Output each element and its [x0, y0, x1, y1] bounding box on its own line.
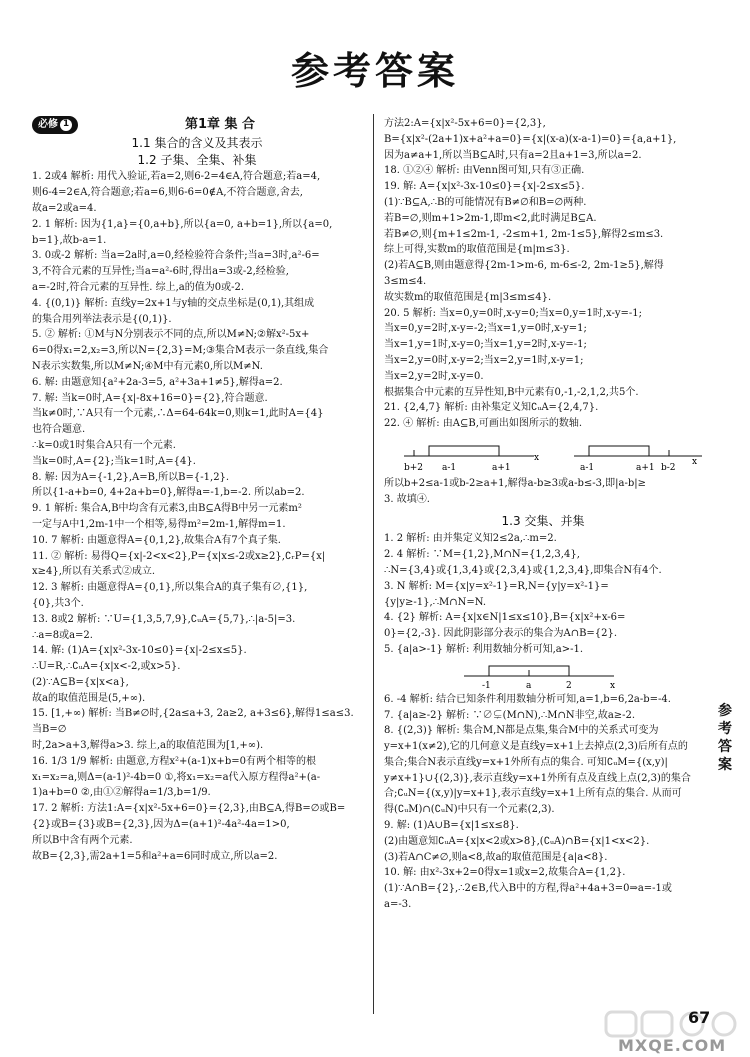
answer-line: 所以B中含有两个元素. — [32, 834, 133, 846]
answer-line: N表示实数集,所以M≠N;④M中有元素0,所以M≠N. — [32, 360, 263, 372]
answer-line: 10. 7 解析: 由题意得A={0,1,2},故集合A有7个真子集. — [32, 534, 281, 546]
answer-line: 2. 4 解析: ∵M={1,2},M∩N={1,2,3,4}, — [384, 549, 580, 561]
answer-line: 8. 解: 因为A={-1,2},A=B,所以B={-1,2}. — [32, 471, 230, 483]
answer-line: {0},共3个. — [32, 597, 84, 609]
answer-line: 一定与A中1,2m-1中一个相等,易得m²=2m-1,解得m=1. — [32, 518, 286, 530]
answer-line: 6. 解: 由题意知{a²+2a-3=5, a²+3a+1≠5},解得a=2. — [32, 376, 283, 388]
answer-line: 1. 2 解析: 由并集定义知2≤2a,∴m=2. — [384, 533, 557, 545]
answer-line: 9. 1 解析: 集合A,B中均含有元素3,由B⊆A得B中另一元素m² — [32, 503, 302, 515]
answer-line: 合;∁ᵤN={(x,y)|y=x+1},表示直线y=x+1上所有点的集合. 从而可 — [384, 788, 682, 800]
answer-line: 3. 0或-2 解析: 当a=2a时,a=0,经检验符合条件;当a=3时,a²-6= — [32, 250, 320, 262]
section-title: 1.3 交集、并集 — [501, 513, 585, 528]
answer-line: x₁=x₂=a,则Δ=(a-1)²-4b=0 ①,将x₁=x₂=a代入原方程得a²+(a- — [32, 771, 321, 783]
answer-line: 则6-4=2∈A,符合题意;若a=6,则6-6=0∉A,不符合题意,舍去, — [32, 187, 303, 199]
answer-line: y=x+1(x≠2),它的几何意义是直线y=x+1上去掉点(2,3)后所有点的 — [384, 741, 688, 753]
answer-list — [384, 692, 702, 913]
answer-list — [384, 476, 702, 508]
answer-line: B={x|x²-(2a+1)x+a²+a=0}={x|(x-a)(x-a-1)=0}={a,a+1}, — [384, 133, 677, 145]
answer-line: 10. 解: 由x²-3x+2=0得x=1或x=2,故集合A={1,2}. — [384, 867, 626, 879]
answer-line: (2)若A⊆B,则由题意得{2m-1>m-6, m-6≤-2, 2m-1≥5},解得3≤m≤4. — [384, 260, 664, 287]
answer-line: ∴N={3,4}或{1,3,4}或{2,3,4}或{1,2,3,4},即集合N有4个. — [384, 564, 662, 576]
answer-line: 1. 2或4 解析: 用代入验证,若a=2,则6-2=4∈A,符合题意;若a=4, — [32, 171, 321, 183]
watermark-text: MXQE.COM — [618, 1036, 727, 1055]
answer-line: 16. 1/3 1/9 解析: 由题意,方程x²+(a-1)x+b=0有两个相等的根 — [32, 755, 317, 767]
page-title: 参考答案 — [290, 49, 459, 93]
answer-line: 1)a+b=0 ②,由①②解得a=1/3,b=1/9. — [32, 787, 211, 799]
answer-line: 6. -4 解析: 结合已知条件利用数轴分析可知,a=1,b=6,2a-b=-4. — [384, 693, 671, 705]
answer-line: 故B={2,3},需2a+1=5和a²+a=6同时成立,所以a=2. — [32, 850, 278, 862]
answer-line: 4. {(0,1)} 解析: 直线y=2x+1与y轴的交点坐标是(0,1),其组成 — [32, 297, 315, 309]
answer-line: 当k≠0时,∵A只有一个元素,∴Δ=64-64k=0,则k=1,此时A={4} — [32, 408, 324, 420]
answer-line: 故a的取值范围是(5,+∞). — [32, 692, 146, 704]
right-column — [384, 116, 702, 913]
answer-line: 9. 解: (1)A∪B={x|1≤x≤8}. — [384, 820, 519, 832]
answer-line: 3,不符合元素的互异性;当a=a²-6时,得出a=3或-2,经检验, — [32, 266, 289, 278]
answer-line: 得(∁ᵤM)∩(∁ᵤN)中只有一个元素(2,3). — [384, 804, 555, 816]
module-badge-label: 必修 — [38, 119, 58, 130]
axis-label: a+1 — [636, 462, 655, 473]
answer-list — [32, 169, 362, 864]
column-divider — [373, 114, 374, 1014]
axis-label: b-2 — [661, 462, 676, 473]
answer-list — [384, 531, 702, 657]
answer-line: y≠x+1}∪{(2,3)},表示直线y=x+1外所有点及直线上点(2,3)的集合 — [384, 772, 691, 784]
axis-label: a-1 — [442, 462, 457, 473]
answer-line: 11. ② 解析: 易得Q={x|-2<x<2},P={x|x≤-2或x≥2},∁ᵣP={x| — [32, 550, 326, 562]
answer-line: 若B≠∅,则{m+1≤2m-1, -2≤m+1, 2m-1≤5},解得2≤m≤3. — [384, 228, 664, 240]
answer-line: 综上可得,实数m的取值范围是{m|m≤3}. — [384, 244, 570, 256]
answer-line: 19. 解: A={x|x²-3x-10≤0}={x|-2≤x≤5}. — [384, 181, 585, 193]
answer-line: {2}或B={3}或B={2,3},因为Δ=(a+1)²-4a²-4a=1>0, — [32, 819, 290, 831]
answer-line: 若B=∅,则m+1>2m-1,即m<2,此时满足B⊆A. — [384, 212, 597, 224]
module-badge-number: 1 — [60, 119, 72, 131]
answer-line: 20. 5 解析: 当x=0,y=0时,x-y=0;当x=0,y=1时,x-y=-1; — [384, 307, 643, 319]
answer-list — [384, 116, 702, 432]
axis-label: x — [534, 452, 540, 463]
answer-line: 22. ④ 解析: 由A⊆B,可画出如图所示的数轴. — [384, 418, 583, 430]
axis-label: a — [526, 680, 532, 690]
answer-line: 18. ①②④ 解析: 由Venn图可知,只有③正确. — [384, 165, 585, 177]
answer-line: (1)∵B⊆A,∴B的可能情况有B≠∅和B=∅两种. — [384, 196, 587, 208]
axis-label: b+2 — [404, 462, 424, 473]
answer-line: 3. N 解析: M={x|y=x²-1}=R,N={y|y=x²-1}={y|y≥-1},∴M∩N=N. — [384, 580, 609, 608]
axis-label: a-1 — [580, 462, 595, 473]
interval-bracket — [429, 446, 499, 456]
answer-line: 4. {2} 解析: A={x|x∈N|1≤x≤10},B={x|x²+x-6= — [384, 612, 626, 624]
axis-label: -1 — [482, 680, 491, 690]
answer-line: 3. 故填④. — [384, 493, 430, 505]
answer-line: (2)由题意知∁ᵤA={x|x<2或x>8},(∁ᵤA)∩B={x|1<x<2}. — [384, 835, 650, 847]
number-line-figure — [384, 660, 702, 690]
answer-line: 所以{1-a+b=0, 4+2a+b=0},解得a=-1,b=-2. 所以ab=2. — [32, 487, 305, 499]
answer-line: 根据集合中元素的互异性知,B中元素有0,-1,-2,1,2,共5个. — [384, 386, 639, 398]
left-column — [32, 116, 362, 864]
answer-line: ∴U=R,∴∁ᵤA={x|x<-2,或x>5}. — [32, 661, 181, 673]
axis-label: x — [610, 680, 616, 690]
answer-line: 8. {(2,3)} 解析: 集合M,N都是点集,集合M中的关系式可变为 — [384, 725, 659, 737]
page-number: 67 — [688, 1008, 711, 1027]
answer-line: ∴k=0或1时集合A只有一个元素. — [32, 439, 176, 451]
answer-line: 因为a≠a+1,所以当B⊆A时,只有a=2且a+1=3,所以a=2. — [384, 149, 642, 161]
answer-line: 14. 解: (1)A={x|x²-3x-10≤0}={x|-2≤x≤5}. — [32, 645, 247, 657]
answer-line: 也符合题意. — [32, 424, 86, 436]
answer-line: 故实数m的取值范围是{m|3≤m≤4}. — [384, 291, 552, 303]
answer-line: 21. {2,4,7} 解析: 由补集定义知∁ᵤA={2,4,7}. — [384, 402, 599, 414]
chapter-title: 第1章 集 合 — [184, 117, 256, 132]
number-line-svg — [384, 660, 702, 690]
answer-line: 12. 3 解析: 由题意得A={0,1},所以集合A的真子集有∅,{1}, — [32, 582, 308, 594]
section-title: 1.2 子集、全集、补集 — [137, 152, 257, 167]
answer-line: 15. [1,+∞) 解析: 当B≠∅时,{2a≤a+3, 2a≥2, a+3≤6},解得1≤a≤3. 当B=∅ — [32, 708, 354, 736]
section-title: 1.1 集合的含义及其表示 — [131, 135, 263, 150]
chapter-header — [32, 116, 362, 134]
answer-line: 17. 2 解析: 方法1:A={x|x²-5x+6=0}={2,3},由B⊆A,得B=∅或B= — [32, 803, 346, 815]
answer-line: 当x=2,y=0时,x-y=2;当x=2,y=1时,x-y=1; — [384, 354, 584, 366]
answer-line: 的集合用列举法表示是{(0,1)}. — [32, 313, 172, 325]
answer-line: 5. {a|a>-1} 解析: 利用数轴分析可知,a>-1. — [384, 643, 584, 655]
answer-line: a=-2时,符合元素的互异性. 综上,a的值为0或-2. — [32, 281, 245, 293]
answer-line: (2)∵A⊆B={x|x<a}, — [32, 676, 129, 688]
answer-line: 集合;集合N表示直线y=x+1外所有点的集合. 可知∁ᵤM={(x,y)| — [384, 756, 668, 768]
answer-line: (1)∵A∩B={2},∴2∈B,代入B中的方程,得a²+4a+3=0⇒a=-1或 — [384, 883, 672, 895]
answer-line: 时,2a>a+3,解得a>3. 综上,a的取值范围为[1,+∞). — [32, 740, 264, 752]
answer-line: 故a=2或a=4. — [32, 202, 97, 214]
answer-line: 当x=1,y=1时,x-y=0;当x=1,y=2时,x-y=-1; — [384, 339, 587, 351]
answer-line: x≥4},所以有关系式②成立. — [32, 566, 156, 578]
answer-line: (3)若A∩C≠∅,则a<8,故a的取值范围是{a|a<8}. — [384, 851, 608, 863]
axis-label: 2 — [566, 680, 572, 690]
answer-line: 方法2:A={x|x²-5x+6=0}={2,3}, — [384, 118, 546, 129]
axis-label: a+1 — [492, 462, 511, 473]
number-line-figure — [384, 434, 702, 474]
answer-line: 13. 8或2 解析: ∵U={1,3,5,7,9},∁ᵤA={5,7},∴|a-5|=3. — [32, 613, 296, 625]
answer-line: 6=0得x₁=2,x₂=3,所以N={2,3}=M;③集合M表示一条直线,集合 — [32, 345, 329, 357]
answer-line: 7. 解: 当k=0时,A={x|-8x+16=0}={2},符合题意. — [32, 392, 268, 404]
answer-line: 7. {a|a≥-2} 解析: ∵∅⊊(M∩N),∴M∩N非空,故a≥-2. — [384, 709, 636, 721]
answer-line: 5. ② 解析: ①M与N分别表示不同的点,所以M≠N;②解x²-5x+ — [32, 329, 310, 341]
number-line-svg — [384, 434, 702, 474]
answer-line: 2. 1 解析: 因为{1,a}={0,a+b},所以{a=0, a+b=1},所以{a=0, b=1},故b-a=1. — [32, 218, 333, 246]
axis-label: x — [692, 456, 698, 467]
side-tab: 参考答案 — [718, 703, 732, 773]
answer-line: 所以b+2≤a-1或b-2≥a+1,解得a-b≥3或a-b≤-3,即|a-b|≥ — [384, 477, 647, 489]
answer-line: 当x=0,y=2时,x-y=-2;当x=1,y=0时,x-y=1; — [384, 323, 587, 335]
answer-line: 当x=2,y=2时,x-y=0. — [384, 370, 484, 382]
answer-line: 当k=0时,A={2};当k=1时,A={4}. — [32, 455, 196, 467]
module-badge — [32, 116, 78, 134]
interval-bracket — [589, 446, 649, 456]
answer-line: ∴a=8或a=2. — [32, 629, 93, 641]
answer-line: 0}={2,-3}. 因此阴影部分表示的集合为A∩B={2}. — [384, 628, 618, 640]
answer-line: a=-3. — [384, 899, 412, 911]
